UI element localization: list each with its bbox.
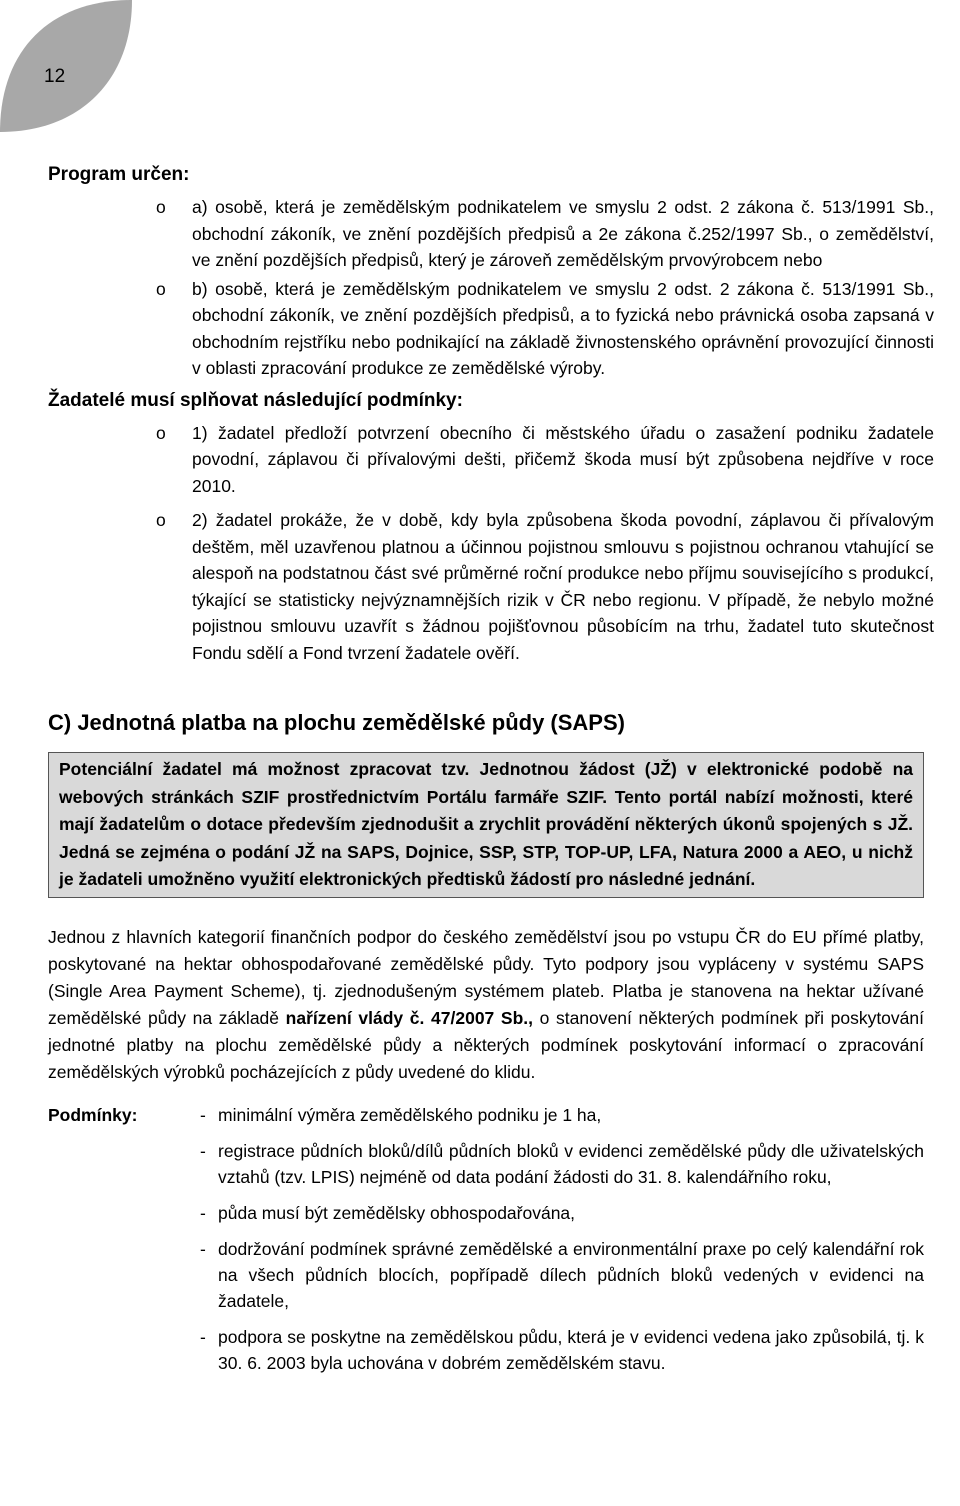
- dash: -: [200, 1104, 206, 1125]
- condition-text: registrace půdních bloků/dílů půdních bloků v evidenci zemědělské půdy dle uživatelských vztahů (tzv. LPIS) nejméně od data podání žádosti do 31. 8. kalendářního roku,: [218, 1140, 924, 1187]
- dash: -: [200, 1140, 206, 1161]
- bullet: o: [156, 197, 166, 217]
- page-number: 12: [44, 66, 66, 87]
- list-item: [48, 420, 934, 500]
- requirement-item-1: 1) žadatel předloží potvrzení obecního či městského úřadu o zasažení podniku žadatele povodní, záplavou či přívalovými dešti, přičemž škoda musí být způsobena nejdříve v roce 2010.: [192, 422, 934, 496]
- dash: -: [200, 1238, 206, 1259]
- condition-text: půda musí být zemědělsky obhospodařována,: [218, 1202, 576, 1223]
- list-item: [200, 1324, 924, 1376]
- requirement-item-2: 2) žadatel prokáže, že v době, kdy byla způsobena škoda povodní, záplavou či přívalovým deštěm, měl uzavřenou platnou a účinnou pojistnou smlouvu s pojistnou ochranou vtahující se alespoň na podstatnou část své průměrné roční produkce nebo příjmu souvisejícího s produkcí, týkající se statisticky nejvýznamnějších rizik v ČR nebo regionu. V případě, že nebylo možné pojistnou smlouvu uzavřít s žádnou pojišťovnou působícím na trhu, žadatel tuto skutečnost Fondu sdělí a Fond tvrzení žadatele ověří.: [192, 510, 934, 663]
- requirements-list: [48, 420, 934, 667]
- conditions-list: [200, 1102, 924, 1386]
- dash: -: [200, 1326, 206, 1347]
- saps-info-box: Potenciální žadatel má možnost zpracovat tzv. Jednotnou žádost (JŽ) v elektronické podobě na webových stránkách SZIF prostřednictvím Portálu farmáře SZIF. Tento portál nabízí možnosti, které mají žadatelům o dotace především zjednodušit a zrychlit provádění některých úkonů spojených s JŽ. Jedná se zejména o podání JŽ na SAPS, Dojnice, SSP, STP, TOP-UP, LFA, Natura 2000 a AEO, u nichž je žadateli umožněno využití elektronických předtisků žádostí pro následné jednání.: [48, 752, 924, 898]
- bullet: o: [156, 510, 166, 530]
- list-item: [48, 276, 934, 382]
- program-heading: Program určen:: [48, 164, 190, 185]
- saps-paragraph: [48, 924, 924, 1086]
- regulation-reference: nařízení vlády č. 47/2007 Sb.,: [285, 1007, 534, 1028]
- bullet: o: [156, 422, 166, 443]
- saps-paragraph-text: Jednou z hlavních kategorií finančních podpor do českého zemědělství jsou po vstupu ČR do EU přímé platby, poskytované na hektar obhospodařované zemědělské půdy. Tyto podpory jsou vypláceny v systému SAPS (Single Area Payment Scheme), tj. zjednodušeným systémem plateb. Platba je stanovena na hektar užívané zemědělské půdy na základě: [48, 926, 924, 1028]
- list-item: [48, 194, 934, 274]
- list-item: [200, 1236, 924, 1314]
- conditions-block: [48, 1102, 934, 1386]
- leaf-shape: [0, 0, 132, 132]
- page-corner-leaf-decoration: [0, 0, 132, 132]
- bullet: o: [156, 278, 166, 299]
- conditions-label: Podmínky:: [48, 1104, 138, 1125]
- condition-text: podpora se poskytne na zemědělskou půdu, která je v evidenci vedena jako způsobilá, tj. k 30. 6. 2003 byla uchována v dobrém zemědělském stavu.: [218, 1326, 924, 1373]
- program-item-b: b) osobě, která je zemědělským podnikatelem ve smyslu 2 odst. 2 zákona č. 513/1991 Sb., obchodní zákoník, ve znění pozdějších předpisů, a to fyzická nebo právnická osoba zapsaná v obchodním rejstříku nebo podnikající na základě živnostenského oprávnění provozující činnosti v oblasti zpracování produkce ze zemědělské výroby.: [192, 278, 934, 378]
- condition-text: minimální výměra zemědělského podniku je 1 ha,: [218, 1104, 602, 1125]
- list-item: [48, 507, 934, 666]
- program-item-a: a) osobě, která je zemědělským podnikatelem ve smyslu 2 odst. 2 zákona č. 513/1991 Sb., obchodní zákoník, ve znění pozdějších předpisů a 2e zákona č.252/1997 Sb., o zemědělství, ve znění pozdějších předpisů, který je zároveň zemědělským prvovýrobcem nebo: [192, 197, 934, 270]
- dash: -: [200, 1202, 206, 1223]
- list-item: [200, 1102, 924, 1128]
- list-item: [200, 1200, 924, 1226]
- program-list: [48, 194, 934, 382]
- condition-text: dodržování podmínek správné zemědělské a environmentální praxe po celý kalendářní rok na všech půdních blocích, popřípadě dílech půdních bloků vedených v evidenci na žadatele,: [218, 1238, 924, 1311]
- saps-section-title: C) Jednotná platba na plochu zemědělské půdy (SAPS): [48, 710, 625, 735]
- page-content: [48, 162, 934, 1386]
- requirements-heading: Žadatelé musí splňovat následující podmínky:: [48, 389, 463, 411]
- saps-paragraph-text-end: o stanovení některých podmínek při poskytování jednotné platby na plochu zemědělské půdy a některých podmínek poskytování informací o zpracování zemědělských výrobků pocházejících z půdy uvedené do klidu.: [48, 1007, 924, 1082]
- list-item: [200, 1138, 924, 1190]
